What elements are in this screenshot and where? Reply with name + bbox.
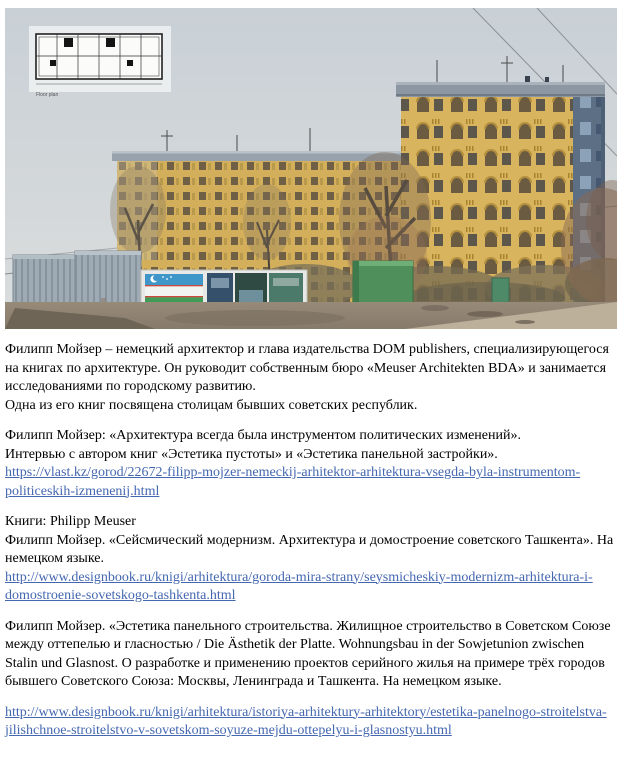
link-designbook-platte[interactable]: http://www.designbook.ru/knigi/arhitektura/istoriya-arhitektury-arhitektory/estetika-panelnogo-stroitelstva-jilishchnoe-stroitelstvo-v-sovetskom-soyuze-mejdu-ottepelyu-i-glasnostyu.html <box>5 704 607 738</box>
building-photo-art <box>5 8 617 329</box>
bio-main-text: Филипп Мойзер – немецкий архитектор и глава издательства DOM publishers, специализирующегося на книгах по архитектуре. Он руководит собственным бюро «Meuser Architekten BDA» и занимается исследованиями по городскому развитию. <box>5 342 609 394</box>
link-designbook-seismic[interactable]: http://www.designbook.ru/knigi/arhitektura/goroda-mira-strany/seysmicheskiy-modernizm-arhitektura-i-domostroenie-sovetskogo-tashkenta.html <box>5 569 593 603</box>
paragraph-book-seismic <box>5 513 616 606</box>
paragraph-book-platte <box>5 618 616 692</box>
building-photo <box>5 8 617 329</box>
book-platte-desc-text: Филипп Мойзер. «Эстетика панельного строительства. Жилищное строительство в Советском Союзе между оттепелью и гласностью / Die Ästhetik der Platte. Wohnungsbau in der Sowjetunion zwischen Stalin und Glasnost. О разработке и применению проектов серийного жилья на примере трёх городов бывшего Советского Союза: Москвы, Ленинграда и Ташкента. На немецком языке. <box>5 618 611 689</box>
books-header-text: Книги: Philipp Meuser <box>5 514 136 529</box>
interview-quote-text: Филипп Мойзер: «Архитектура всегда была инструментом политических изменений». <box>5 428 521 443</box>
interview-desc-text: Интервью с автором книг «Эстетика пустоты» и «Эстетика панельной застройки». <box>5 446 498 462</box>
ground <box>5 302 617 329</box>
paragraph-link-platte <box>5 704 616 741</box>
book-seismic-desc-text: Филипп Мойзер. «Сейсмический модернизм. Архитектура и домостроение советского Ташкента». На немецком языке. <box>5 532 614 566</box>
paragraph-bio <box>5 341 616 415</box>
bio-books-text: Одна из его книг посвящена столицам бывших советских республик. <box>5 397 418 413</box>
document-text <box>5 341 616 741</box>
link-vlast-interview[interactable]: https://vlast.kz/gorod/22672-filipp-mojzer-nemeckij-arhitektor-arhitektura-vsegda-byla-instrumentom-politiceskih-izmenenij.html <box>5 465 581 499</box>
floor-plan-caption: Floor plan <box>36 92 59 98</box>
floor-plan-diagram <box>29 26 171 98</box>
green-dumpster <box>353 261 413 308</box>
green-door <box>492 278 509 306</box>
paragraph-interview <box>5 427 616 501</box>
